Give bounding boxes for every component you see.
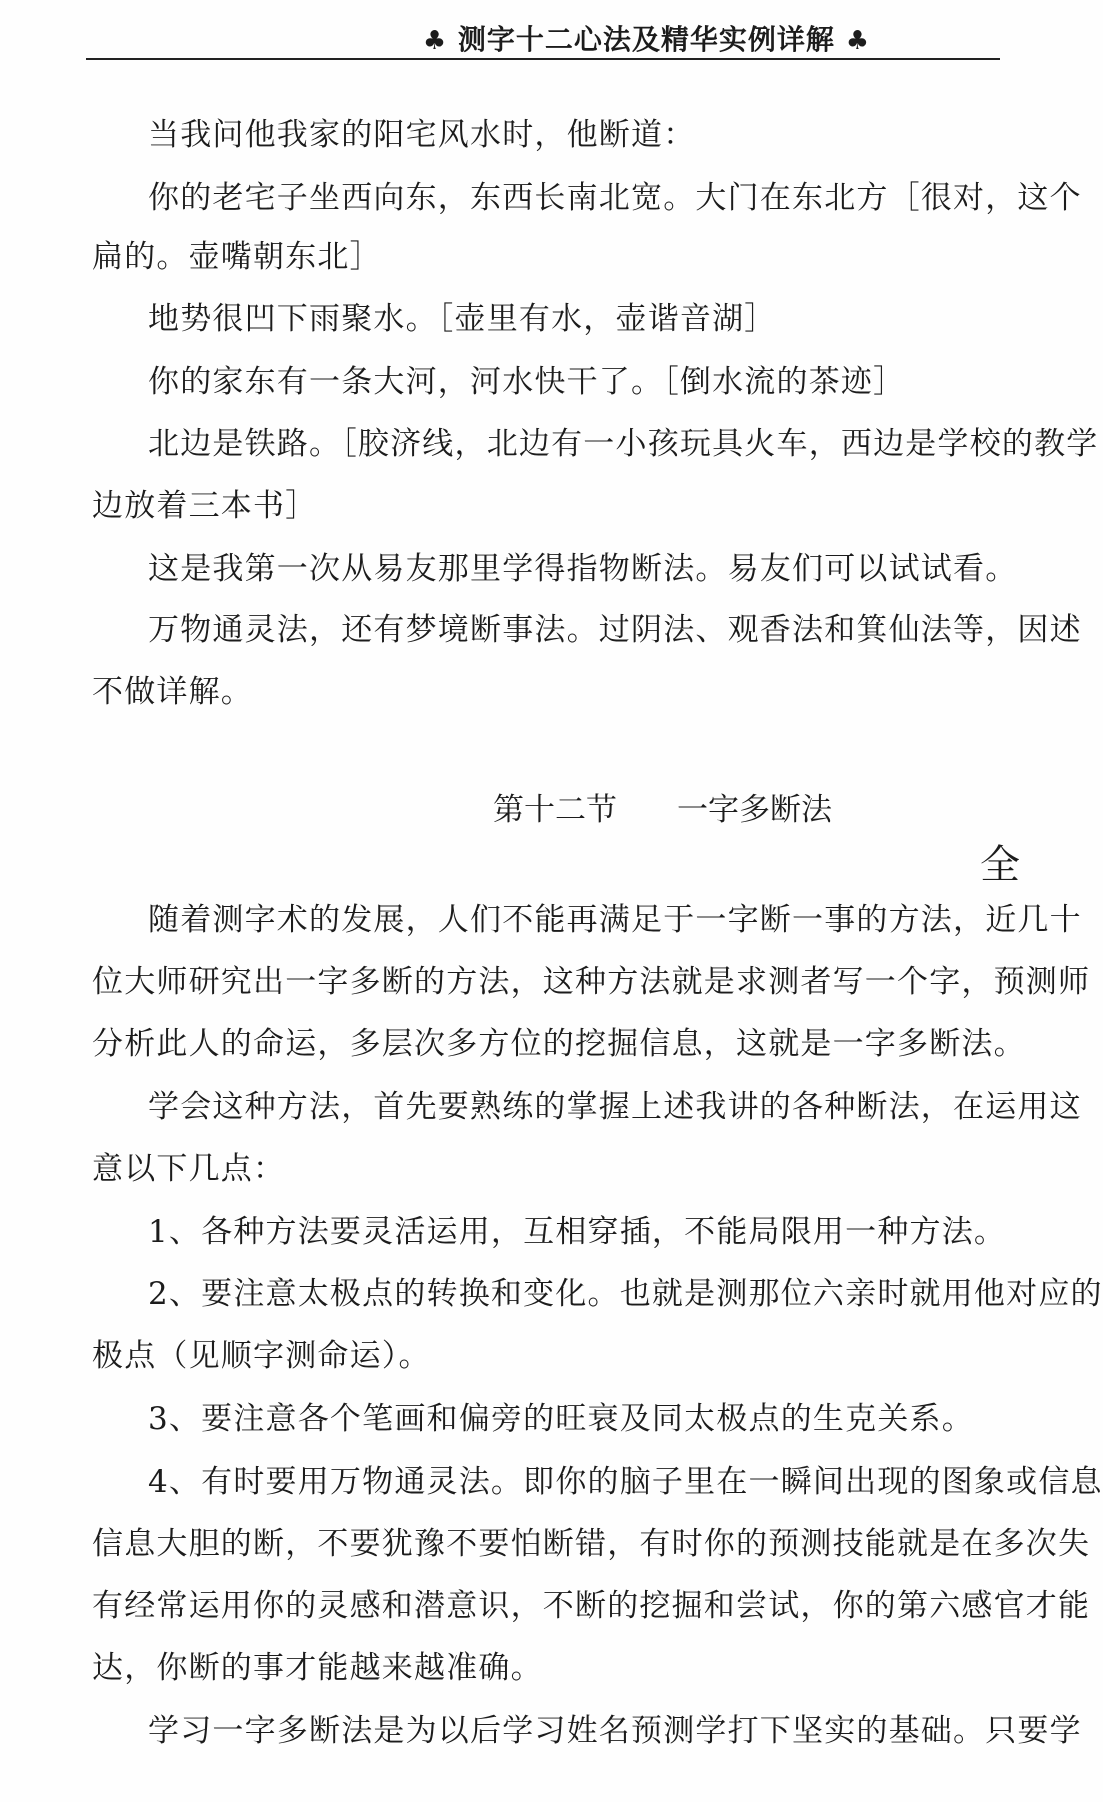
text-line: 3、要注意各个笔画和偏旁的旺衰及同太极点的生克关系。	[148, 1401, 974, 1437]
text-line: 意以下几点：	[92, 1151, 286, 1187]
book-title: 测字十二心法及精华实例详解	[457, 23, 835, 56]
section-number: 第十二节	[493, 792, 617, 828]
text-line: 学会这种方法，首先要熟练的掌握上述我讲的各种断法，在运用这	[148, 1089, 1082, 1125]
text-line: 分析此人的命运，多层次多方位的挖掘信息，这就是一字多断法。	[92, 1026, 1026, 1062]
text-line: 2、要注意太极点的转换和变化。也就是测那位六亲时就用他对应的	[148, 1276, 1103, 1312]
text-line: 信息大胆的断，不要犹豫不要怕断错，有时你的预测技能就是在多次失	[92, 1526, 1091, 1562]
text-line: 学习一字多断法是为以后学习姓名预测学打下坚实的基础。只要学	[148, 1713, 1082, 1749]
text-line: 扁的。壶嘴朝东北］	[92, 239, 382, 275]
club-ornament-icon: ♣	[422, 26, 448, 56]
text-line: 你的老宅子坐西向东，东西长南北宽。大门在东北方［很对，这个	[148, 180, 1082, 216]
text-line: 这是我第一次从易友那里学得指物断法。易友们可以试试看。	[148, 551, 1018, 587]
text-line: 万物通灵法，还有梦境断事法。过阴法、观香法和箕仙法等，因述	[148, 612, 1082, 648]
text-line: 达，你断的事才能越来越准确。	[92, 1650, 543, 1686]
section-title	[493, 790, 832, 830]
text-line: 边放着三本书］	[92, 488, 318, 524]
text-line: 1、各种方法要灵活运用，互相穿插，不能局限用一种方法。	[148, 1214, 1007, 1250]
text-line: 当我问他我家的阳宅风水时，他断道：	[148, 117, 696, 153]
text-line: 4、有时要用万物通灵法。即你的脑子里在一瞬间出现的图象或信息	[148, 1464, 1103, 1500]
text-line: 地势很凹下雨聚水。［壶里有水，壶谐音湖］	[148, 301, 777, 337]
text-line: 有经常运用你的灵感和潜意识，不断的挖掘和尝试，你的第六感官才能	[92, 1588, 1091, 1624]
text-line: 你的家东有一条大河，河水快干了。［倒水流的茶迹］	[148, 364, 906, 400]
text-line: 不做详解。	[92, 674, 253, 710]
text-line: 位大师研究出一字多断的方法，这种方法就是求测者写一个字，预测师	[92, 964, 1091, 1000]
edge-glyph: 全	[980, 842, 1020, 888]
text-line: 随着测字术的发展，人们不能再满足于一字断一事的方法，近几十	[148, 902, 1082, 938]
section-name: 一字多断法	[677, 792, 832, 828]
club-ornament-icon: ♣	[845, 26, 870, 56]
text-line: 北边是铁路。［胶济线，北边有一小孩玩具火车，西边是学校的教学	[148, 426, 1099, 462]
text-line: 极点（见顺字测命运）。	[92, 1338, 431, 1374]
